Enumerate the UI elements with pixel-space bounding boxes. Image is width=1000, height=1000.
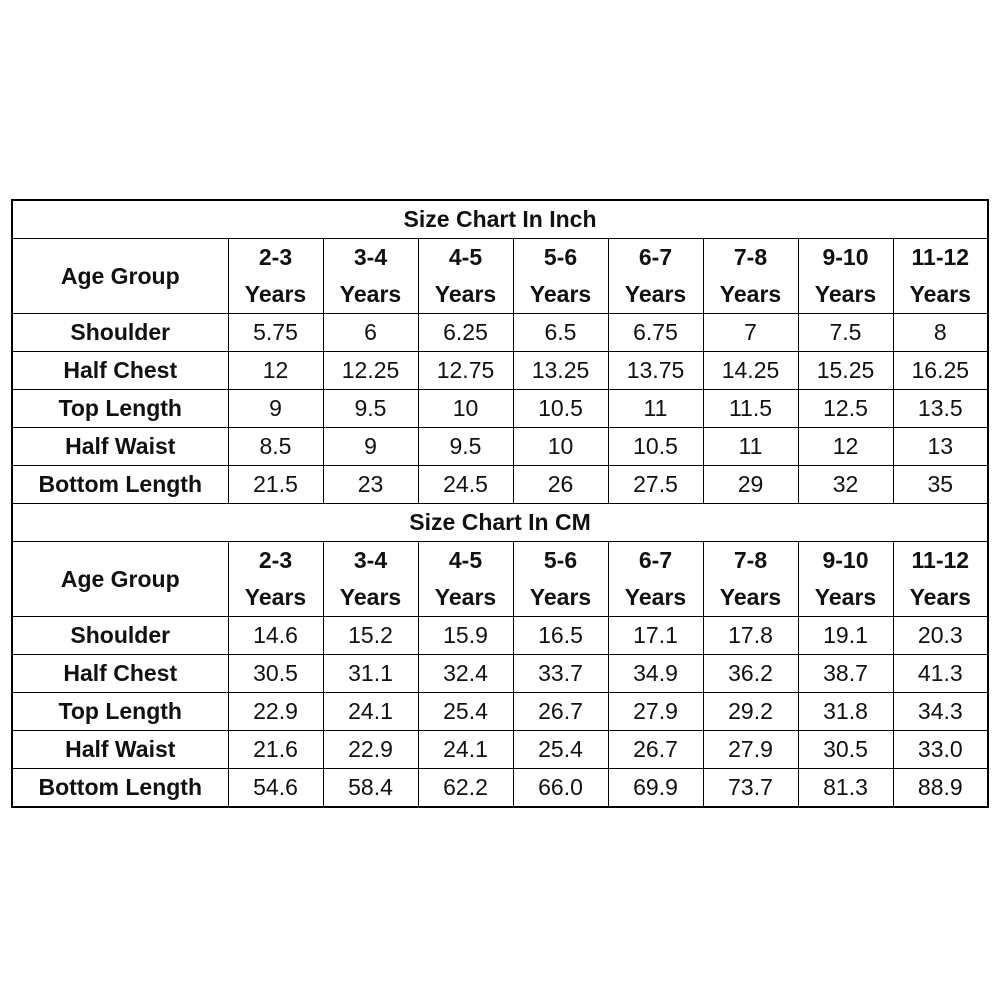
table-row xyxy=(12,655,988,693)
age-unit: Years xyxy=(719,281,782,307)
table-row xyxy=(12,693,988,731)
measurement-label: Bottom Length xyxy=(12,769,228,808)
table-row xyxy=(12,617,988,655)
measurement-value: 13 xyxy=(893,428,988,466)
measurement-label: Shoulder xyxy=(12,314,228,352)
measurement-value: 26 xyxy=(513,466,608,504)
measurement-value: 5.75 xyxy=(228,314,323,352)
measurement-value: 10 xyxy=(418,390,513,428)
measurement-value: 8 xyxy=(893,314,988,352)
measurement-value: 24.1 xyxy=(418,731,513,769)
measurement-value: 21.5 xyxy=(228,466,323,504)
measurement-value: 34.3 xyxy=(893,693,988,731)
measurement-value: 54.6 xyxy=(228,769,323,808)
measurement-value: 16.25 xyxy=(893,352,988,390)
measurement-value: 15.2 xyxy=(323,617,418,655)
measurement-value: 32.4 xyxy=(418,655,513,693)
age-range: 5-6 xyxy=(543,244,578,270)
measurement-value: 14.25 xyxy=(703,352,798,390)
measurement-value: 27.9 xyxy=(608,693,703,731)
measurement-value: 6 xyxy=(323,314,418,352)
measurement-value: 81.3 xyxy=(798,769,893,808)
measurement-value: 17.8 xyxy=(703,617,798,655)
measurement-value: 9.5 xyxy=(323,390,418,428)
measurement-value: 41.3 xyxy=(893,655,988,693)
measurement-value: 62.2 xyxy=(418,769,513,808)
table-row xyxy=(12,466,988,504)
measurement-value: 12 xyxy=(798,428,893,466)
measurement-value: 19.1 xyxy=(798,617,893,655)
measurement-value: 38.7 xyxy=(798,655,893,693)
measurement-value: 31.8 xyxy=(798,693,893,731)
measurement-value: 12 xyxy=(228,352,323,390)
measurement-value: 88.9 xyxy=(893,769,988,808)
age-range: 3-4 xyxy=(353,244,388,270)
measurement-value: 33.7 xyxy=(513,655,608,693)
measurement-value: 34.9 xyxy=(608,655,703,693)
age-unit: Years xyxy=(909,584,971,610)
measurement-value: 31.1 xyxy=(323,655,418,693)
measurement-value: 69.9 xyxy=(608,769,703,808)
age-range: 2-3 xyxy=(258,244,293,270)
measurement-value: 10 xyxy=(513,428,608,466)
inch-age-header xyxy=(703,239,798,314)
measurement-label: Shoulder xyxy=(12,617,228,655)
measurement-value: 32 xyxy=(798,466,893,504)
age-range: 7-8 xyxy=(733,547,768,573)
measurement-value: 6.25 xyxy=(418,314,513,352)
measurement-value: 13.5 xyxy=(893,390,988,428)
table-row xyxy=(12,390,988,428)
age-unit: Years xyxy=(529,584,592,610)
measurement-value: 10.5 xyxy=(513,390,608,428)
measurement-value: 13.75 xyxy=(608,352,703,390)
measurement-value: 15.25 xyxy=(798,352,893,390)
measurement-value: 8.5 xyxy=(228,428,323,466)
inch-age-header xyxy=(798,239,893,314)
measurement-value: 29 xyxy=(703,466,798,504)
cm-age-header xyxy=(513,542,608,617)
measurement-value: 25.4 xyxy=(418,693,513,731)
age-range: 4-5 xyxy=(448,244,483,270)
measurement-value: 11 xyxy=(703,428,798,466)
cm-section-title-row xyxy=(12,504,988,542)
measurement-value: 9.5 xyxy=(418,428,513,466)
age-range: 6-7 xyxy=(638,244,673,270)
age-unit: Years xyxy=(814,584,877,610)
age-unit: Years xyxy=(624,281,687,307)
age-unit: Years xyxy=(814,281,877,307)
measurement-label: Half Waist xyxy=(12,428,228,466)
inch-section-title-row xyxy=(12,200,988,239)
measurement-value: 16.5 xyxy=(513,617,608,655)
cm-section-title: Size Chart In CM xyxy=(12,504,988,542)
measurement-value: 7 xyxy=(703,314,798,352)
measurement-value: 35 xyxy=(893,466,988,504)
age-unit: Years xyxy=(244,584,307,610)
age-range: 11-12 xyxy=(911,547,970,573)
age-unit: Years xyxy=(339,281,402,307)
measurement-value: 15.9 xyxy=(418,617,513,655)
measurement-label: Top Length xyxy=(12,693,228,731)
measurement-label: Half Chest xyxy=(12,655,228,693)
measurement-value: 12.5 xyxy=(798,390,893,428)
measurement-value: 36.2 xyxy=(703,655,798,693)
measurement-value: 9 xyxy=(228,390,323,428)
measurement-label: Half Waist xyxy=(12,731,228,769)
measurement-value: 20.3 xyxy=(893,617,988,655)
inch-age-header xyxy=(893,239,988,314)
cm-age-header xyxy=(228,542,323,617)
age-unit: Years xyxy=(529,281,592,307)
age-range: 9-10 xyxy=(822,547,869,573)
cm-age-header xyxy=(608,542,703,617)
measurement-value: 11 xyxy=(608,390,703,428)
measurement-value: 26.7 xyxy=(513,693,608,731)
cm-age-header xyxy=(323,542,418,617)
table-row xyxy=(12,352,988,390)
measurement-value: 73.7 xyxy=(703,769,798,808)
measurement-value: 29.2 xyxy=(703,693,798,731)
age-unit: Years xyxy=(339,584,402,610)
measurement-value: 27.9 xyxy=(703,731,798,769)
age-range: 9-10 xyxy=(822,244,869,270)
age-unit: Years xyxy=(624,584,687,610)
age-range: 2-3 xyxy=(258,547,293,573)
measurement-label: Bottom Length xyxy=(12,466,228,504)
inch-age-header xyxy=(513,239,608,314)
measurement-value: 6.75 xyxy=(608,314,703,352)
age-unit: Years xyxy=(909,281,971,307)
age-unit: Years xyxy=(434,281,497,307)
measurement-value: 27.5 xyxy=(608,466,703,504)
inch-age-header xyxy=(228,239,323,314)
size-chart-body xyxy=(12,200,988,807)
age-unit: Years xyxy=(719,584,782,610)
table-row xyxy=(12,314,988,352)
measurement-value: 17.1 xyxy=(608,617,703,655)
measurement-value: 7.5 xyxy=(798,314,893,352)
measurement-value: 24.5 xyxy=(418,466,513,504)
age-range: 4-5 xyxy=(448,547,483,573)
inch-age-header xyxy=(608,239,703,314)
measurement-value: 26.7 xyxy=(608,731,703,769)
measurement-value: 66.0 xyxy=(513,769,608,808)
measurement-value: 9 xyxy=(323,428,418,466)
measurement-value: 12.75 xyxy=(418,352,513,390)
inch-age-group-row xyxy=(12,239,988,314)
measurement-label: Half Chest xyxy=(12,352,228,390)
measurement-value: 11.5 xyxy=(703,390,798,428)
cm-age-header xyxy=(893,542,988,617)
measurement-value: 58.4 xyxy=(323,769,418,808)
age-unit: Years xyxy=(244,281,307,307)
inch-age-header xyxy=(323,239,418,314)
measurement-value: 24.1 xyxy=(323,693,418,731)
measurement-value: 22.9 xyxy=(323,731,418,769)
age-range: 6-7 xyxy=(638,547,673,573)
age-range: 7-8 xyxy=(733,244,768,270)
table-row xyxy=(12,769,988,808)
cm-age-header xyxy=(703,542,798,617)
inch-age-group-label: Age Group xyxy=(12,239,228,314)
table-row xyxy=(12,731,988,769)
measurement-value: 30.5 xyxy=(798,731,893,769)
measurement-value: 25.4 xyxy=(513,731,608,769)
size-chart-table xyxy=(11,199,989,808)
inch-section-title: Size Chart In Inch xyxy=(12,200,988,239)
cm-age-header xyxy=(798,542,893,617)
inch-age-header xyxy=(418,239,513,314)
cm-age-group-row xyxy=(12,542,988,617)
measurement-value: 22.9 xyxy=(228,693,323,731)
age-range: 5-6 xyxy=(543,547,578,573)
measurement-value: 14.6 xyxy=(228,617,323,655)
measurement-value: 10.5 xyxy=(608,428,703,466)
measurement-value: 33.0 xyxy=(893,731,988,769)
measurement-value: 30.5 xyxy=(228,655,323,693)
measurement-label: Top Length xyxy=(12,390,228,428)
measurement-value: 12.25 xyxy=(323,352,418,390)
age-range: 3-4 xyxy=(353,547,388,573)
age-unit: Years xyxy=(434,584,497,610)
measurement-value: 23 xyxy=(323,466,418,504)
measurement-value: 21.6 xyxy=(228,731,323,769)
measurement-value: 6.5 xyxy=(513,314,608,352)
table-row xyxy=(12,428,988,466)
cm-age-group-label: Age Group xyxy=(12,542,228,617)
cm-age-header xyxy=(418,542,513,617)
measurement-value: 13.25 xyxy=(513,352,608,390)
age-range: 11-12 xyxy=(911,244,970,270)
